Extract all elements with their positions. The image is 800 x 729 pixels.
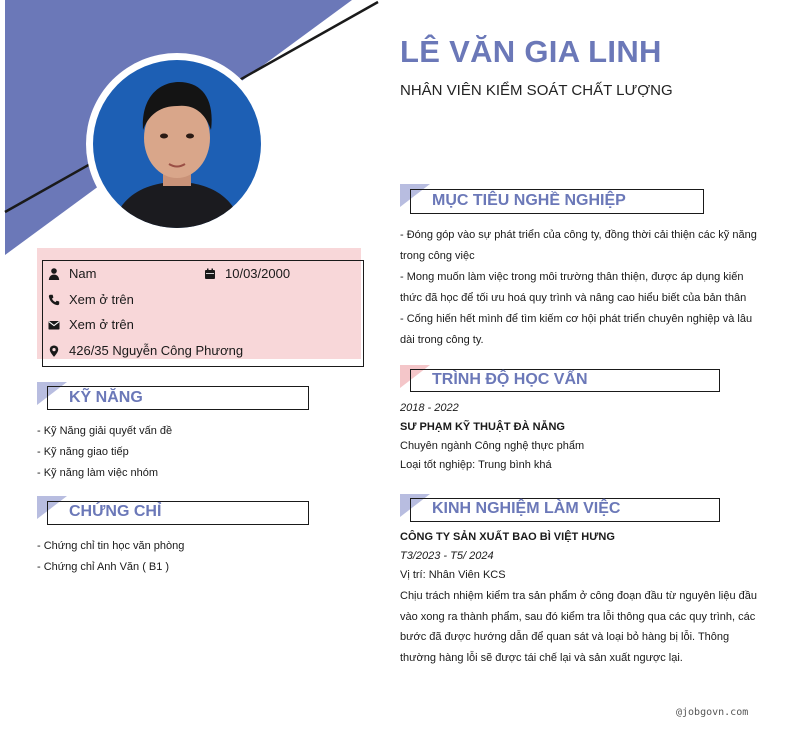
contact-address [48,343,243,358]
experience-line: thường hàng lỗi sẽ được tái chế lại và sản xuất ngược lại. [400,651,683,664]
email-value: Xem ở trên [69,317,134,332]
education-period: 2018 - 2022 [400,402,459,414]
user-icon [48,268,60,280]
experience-description [400,586,763,668]
objective-line: - Đóng góp vào sự phát triển của công ty, đồng thời cải thiện các kỹ năng [400,229,757,241]
experience-position: Vị trí: Nhân Viên KCS [400,569,506,581]
education-school: SƯ PHẠM KỸ THUẬT ĐÀ NẴNG [400,421,565,433]
contact-email [48,317,134,332]
experience-period: T3/2023 - T5/ 2024 [400,550,494,562]
experience-header [400,528,615,585]
contact-birthdate [204,266,290,281]
experience-line: Chịu trách nhiệm kiểm tra sản phẩm ở công đoạn đầu từ nguyên liệu đầu [400,590,758,602]
education-heading: TRÌNH ĐỘ HỌC VẤN [432,371,588,388]
certificates-list [37,536,184,578]
phone-value: Xem ở trên [69,292,134,307]
candidate-name: LÊ VĂN GIA LINH [400,34,662,69]
contact-phone [48,292,134,307]
skill-item: - Kỹ năng giao tiếp [37,446,129,458]
gender-value: Nam [69,266,97,281]
objective-heading: MỤC TIÊU NGHỀ NGHIỆP [432,192,626,209]
objective-line: trong công việc [400,250,475,262]
objective-line: - Mong muốn làm việc trong môi trường thân thiện, được áp dụng kiến [400,271,744,283]
birthdate-value: 10/03/2000 [225,266,291,281]
education-details [400,399,584,475]
skills-heading: KỸ NĂNG [69,389,143,406]
certificates-heading: CHỨNG CHỈ [69,503,162,520]
watermark: @jobgovn.com [676,707,749,718]
experience-company: CÔNG TY SẢN XUẤT BAO BÌ VIỆT HƯNG [400,531,615,543]
avatar [86,53,268,235]
objective-line: thức đã học để tối ưu hoá quy trình và nâng cao hiểu biết của bản thân [400,292,747,304]
objective-line: dài trong công ty. [400,334,484,346]
objective-line: - Cống hiến hết mình để tìm kiếm cơ hội phát triển chuyên nghiệp và lâu [400,313,753,325]
experience-heading: KINH NGHIỆM LÀM VIỆC [432,500,621,517]
phone-icon [48,294,60,306]
mail-icon [48,319,60,331]
certificate-item: - Chứng chỉ Anh Văn ( B1 ) [37,561,170,573]
calendar-icon [204,268,216,280]
education-grade: Loại tốt nghiệp: Trung bình khá [400,459,552,471]
profile-photo [93,60,261,228]
location-pin-icon [48,345,60,357]
certificate-item: - Chứng chỉ tin học văn phòng [37,540,185,552]
skill-item: - Kỹ Năng giải quyết vấn đề [37,425,173,437]
education-major: Chuyên ngành Công nghệ thực phẩm [400,440,585,452]
skills-list [37,421,172,484]
skill-item: - Kỹ năng làm việc nhóm [37,467,159,479]
job-title: NHÂN VIÊN KIỂM SOÁT CHẤT LƯỢNG [400,82,673,99]
contact-gender [48,266,96,281]
experience-line: bước đã được hướng dẫn để quan sát và loại bỏ hàng bị lỗi. Thông [400,631,730,643]
address-value: 426/35 Nguyễn Công Phương [69,343,244,358]
objective-text [400,225,763,351]
experience-line: vào xong ra thành phẩm, sau đó kiểm tra lỗi thông qua các quy trình, các [400,610,756,623]
